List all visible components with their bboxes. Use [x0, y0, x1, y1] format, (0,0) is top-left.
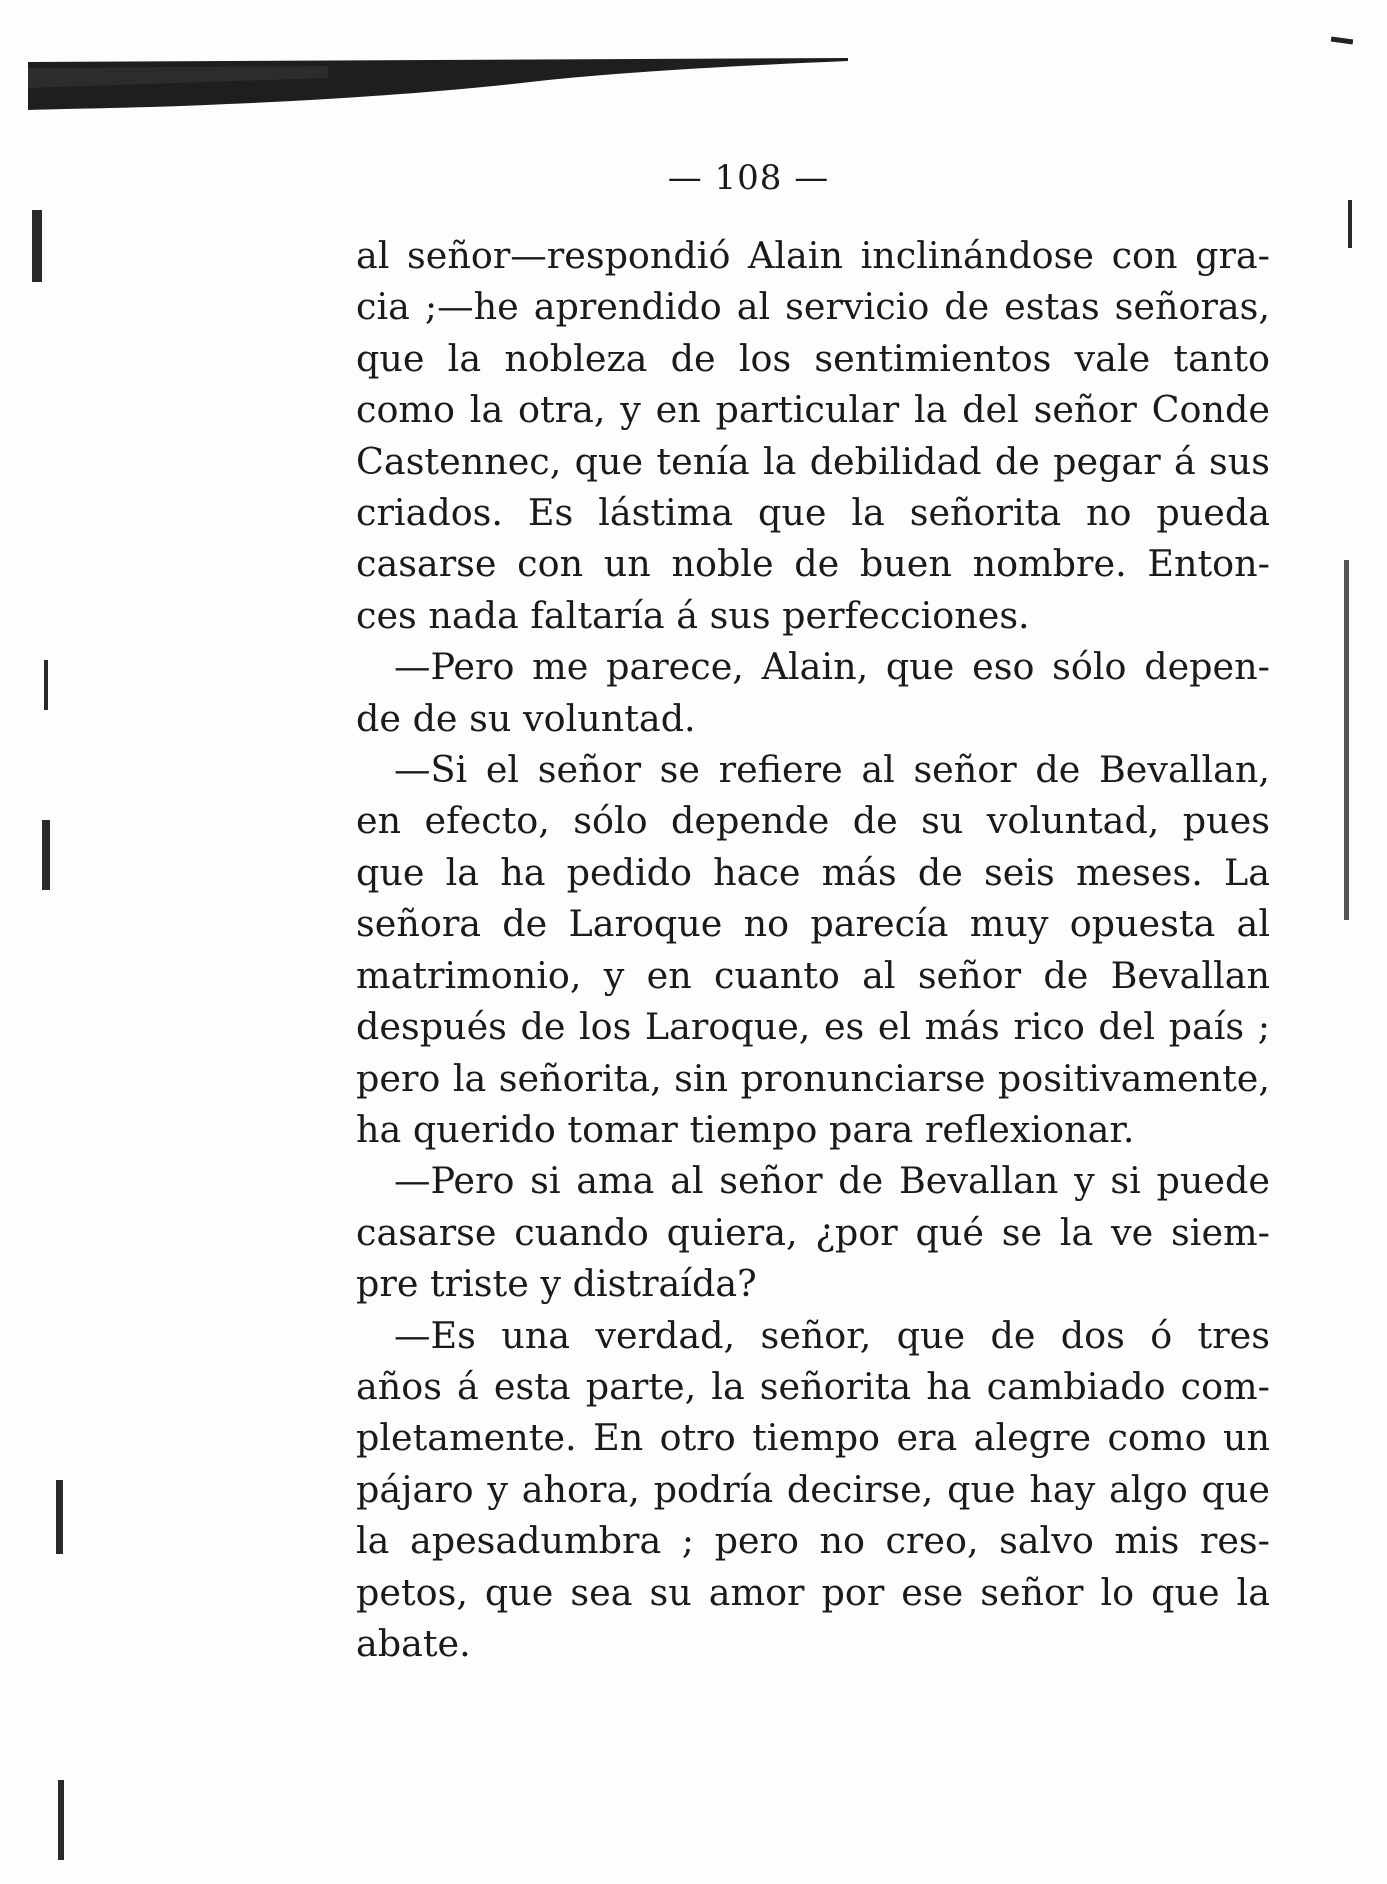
scan-edge-mark [58, 1780, 64, 1860]
scan-edge-mark [42, 820, 50, 890]
text-line: ha querido tomar tiempo para reflexionar. [356, 1107, 1135, 1151]
text-line: años á esta parte, la señorita ha cambiado com- [356, 1364, 1270, 1408]
scan-edge-mark [1344, 560, 1349, 920]
text-line: pre triste y distraída? [356, 1262, 757, 1306]
text-line: casarse con un noble de buen nombre. Enton- [356, 542, 1270, 586]
text-line: pletamente. En otro tiempo era alegre como un [356, 1416, 1270, 1460]
text-line: casarse cuando quiera, ¿por qué se la ve siem- [356, 1210, 1270, 1254]
text-line: en efecto, sólo depende de su voluntad, pues [356, 799, 1270, 843]
text-line: matrimonio, y en cuanto al señor de Bevallan [356, 953, 1270, 997]
text-line: después de los Laroque, es el más rico del país ; [356, 1005, 1270, 1049]
scan-edge-mark [1348, 200, 1352, 248]
text-line: que la nobleza de los sentimientos vale tanto [356, 336, 1270, 380]
scan-edge-mark [44, 660, 48, 710]
text-line: de de su voluntad. [356, 696, 696, 740]
text-line: —Si el señor se refiere al señor de Bevallan, [394, 748, 1270, 792]
page-number: — 108 — [667, 158, 830, 198]
text-line: —Es una verdad, señor, que de dos ó tres [394, 1313, 1270, 1357]
text-line: criados. Es lástima que la señorita no pueda [356, 491, 1270, 535]
text-line: como la otra, y en particular la del señor Conde [356, 388, 1270, 432]
text-line: Castennec, que tenía la debilidad de pegar á sus [356, 439, 1270, 483]
scan-edge-mark [32, 210, 42, 282]
body-text [356, 230, 1270, 1669]
text-line: al señor—respondió Alain inclinándose con gra- [356, 234, 1270, 277]
text-line: la apesadumbra ; pero no creo, salvo mis res- [356, 1519, 1270, 1563]
text-line: ces nada faltaría á sus perfecciones. [356, 593, 1030, 637]
text-line: cia ;—he aprendido al servicio de estas señoras, [356, 285, 1270, 329]
scan-edge-mark [56, 1480, 63, 1554]
text-line: pájaro y ahora, podría decirse, que hay algo que [356, 1467, 1270, 1511]
text-line: señora de Laroque no parecía muy opuesta al [356, 902, 1270, 946]
text-line: que la ha pedido hace más de seis meses. La [356, 850, 1270, 894]
text-line: —Pero si ama al señor de Bevallan y si puede [394, 1159, 1270, 1203]
text-line: petos, que sea su amor por ese señor lo que la [356, 1570, 1270, 1614]
text-line: pero la señorita, sin pronunciarse positivamente, [356, 1056, 1270, 1100]
scan-corner-mark [1331, 36, 1353, 44]
scan-edge-shadow [28, 58, 848, 110]
text-line: abate. [356, 1621, 471, 1665]
text-line: —Pero me parece, Alain, que eso sólo depen- [394, 645, 1270, 689]
